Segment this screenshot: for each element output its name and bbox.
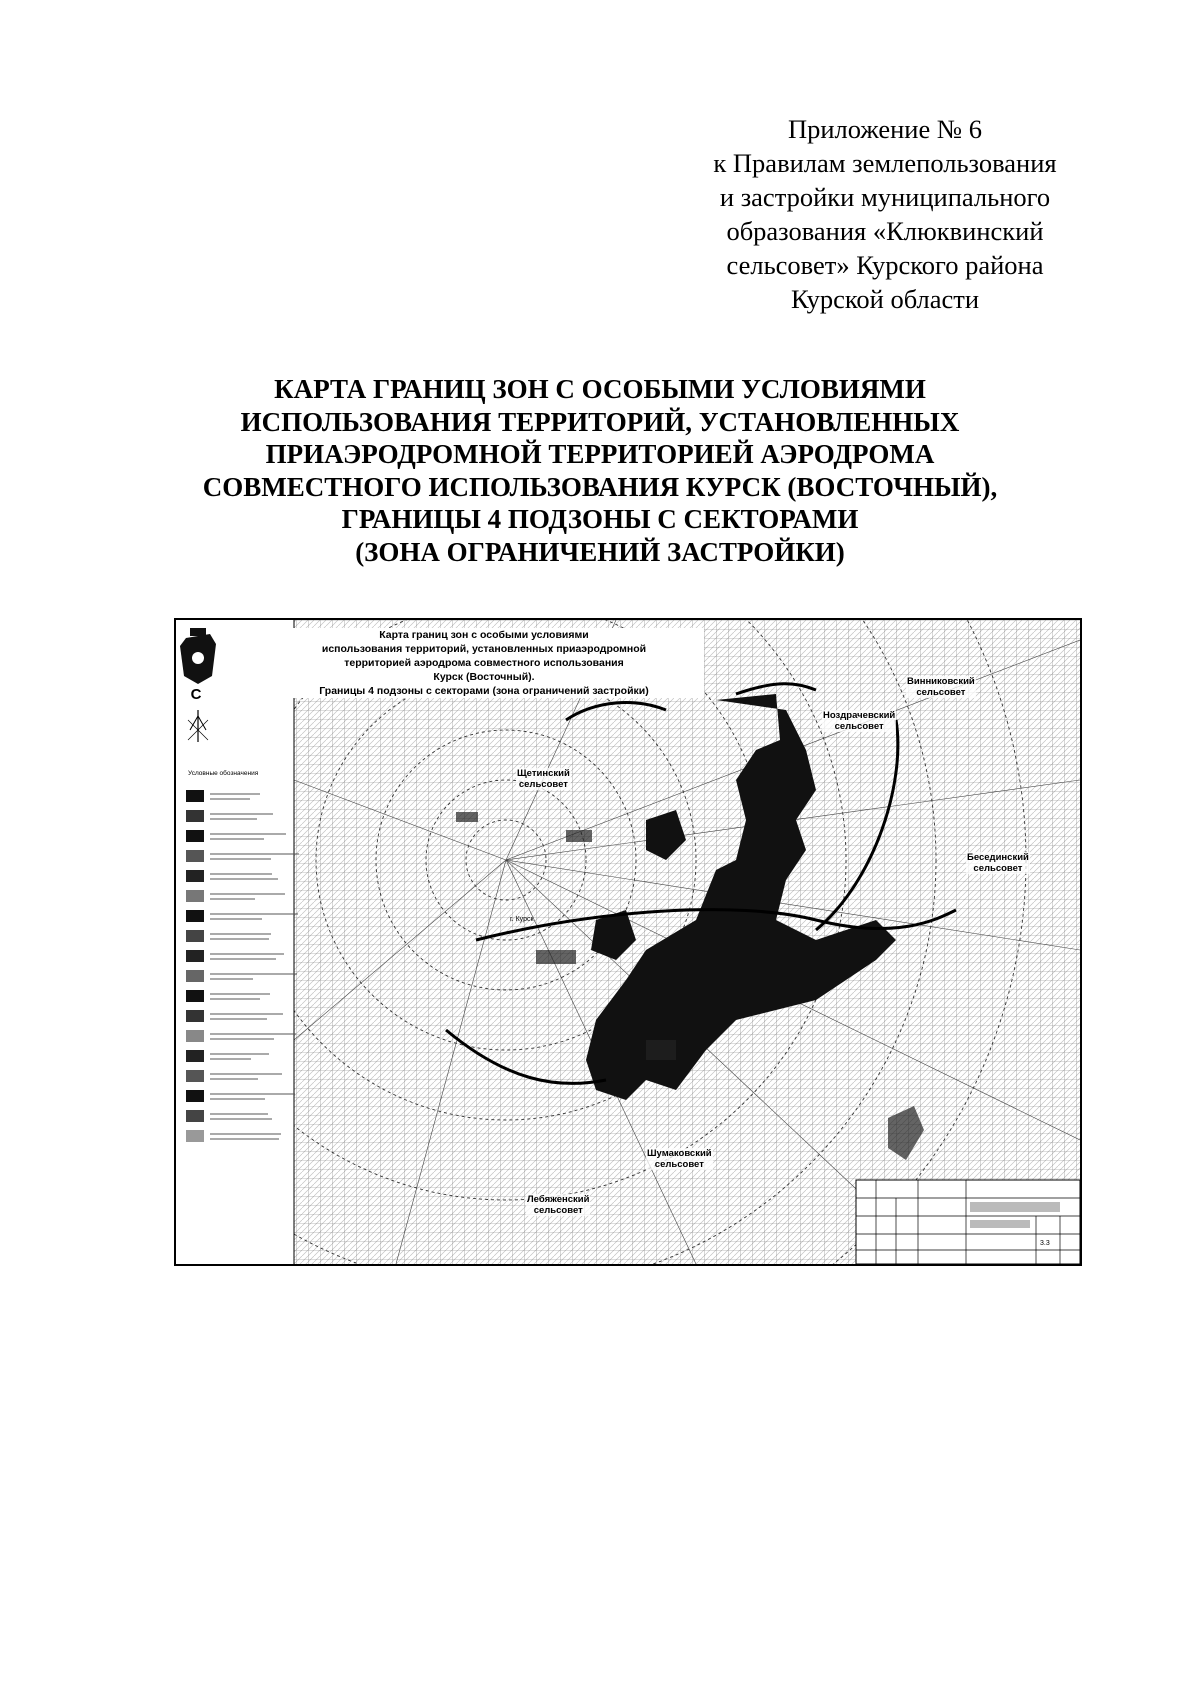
place-label-text: Лебяженский сельсовет [527,1194,590,1216]
legend-swatch [186,850,204,862]
legend-swatch [186,950,204,962]
legend-title: Условные обозначения [188,770,259,777]
city-label-kursk: г. Курск [510,916,534,923]
place-label-shumakovsky [646,1148,713,1170]
map-graphics [176,620,1080,1264]
place-label-lebyazhensky [526,1194,590,1216]
legend-swatch [186,970,204,982]
title-line: КАРТА ГРАНИЦ ЗОН С ОСОБЫМИ УСЛОВИЯМИ [274,374,926,404]
appendix-line: Приложение № 6 [787,114,982,144]
title-line: ГРАНИЦЫ 4 ПОДЗОНЫ С СЕКТОРАМИ [341,504,859,534]
legend-swatch [186,1010,204,1022]
legend-swatch [186,1090,204,1102]
map-title-line: использования территорий, установленных приаэродромной [321,643,647,655]
place-label-text: Ноздрачевский сельсовет [823,710,896,732]
map-title [264,628,704,698]
map-title-line: территорией аэродрома совместного использования [344,657,624,669]
legend-swatch [186,830,204,842]
title-line: ИСПОЛЬЗОВАНИЯ ТЕРРИТОРИЙ, УСТАНОВЛЕННЫХ [240,406,960,437]
map-title-line: Карта границ зон с особыми условиями [379,629,589,641]
title-block-stamp [856,1180,1080,1264]
title-line: ПРИАЭРОДРОМНОЙ ТЕРРИТОРИЕЙ АЭРОДРОМА [265,439,935,469]
title-line: (ЗОНА ОГРАНИЧЕНИЙ ЗАСТРОЙКИ) [355,536,845,567]
place-label-text: Щетинский сельсовет [517,768,570,790]
appendix-line: к Правилам землепользования [713,148,1057,178]
place-label-text: Бесединский сельсовет [967,852,1029,874]
legend-swatch [186,1030,204,1042]
appendix-line: образования «Клюквинский [726,216,1044,246]
place-label-text: Шумаковский сельсовет [647,1148,712,1170]
place-label-nozdrachevsky [822,710,896,732]
appendix-line: Курской области [790,284,980,314]
legend-swatch [186,870,204,882]
legend-swatch [186,910,204,922]
legend-swatch [186,1130,204,1142]
document-title [150,373,1050,568]
sheet-number: 3.3 [1040,1240,1050,1247]
appendix-line: сельсовет» Курского района [726,250,1044,280]
title-line: СОВМЕСТНОГО ИСПОЛЬЗОВАНИЯ КУРСК (ВОСТОЧНЫЙ), [202,471,998,502]
map-title-line: Границы 4 подзоны с секторами (зона ограничений застройки) [319,685,649,697]
place-label-text: Винниковский сельсовет [907,676,975,698]
legend-swatch [186,1050,204,1062]
legend-swatch [186,810,204,822]
legend-swatch [186,790,204,802]
legend-swatch [186,890,204,902]
appendix-line: и застройки муниципального [719,182,1051,212]
legend-swatch [186,1070,204,1082]
appendix-block [660,112,1110,316]
place-label-besedinsky [966,852,1030,874]
place-label-vinnikovsky [906,676,976,698]
legend-swatch [186,990,204,1002]
north-letter: С [190,686,202,703]
legend-swatch [186,1110,204,1122]
legend-swatch [186,930,204,942]
map-title-line: Курск (Восточный). [433,671,535,683]
zone-map [174,618,1082,1266]
place-label-shchetinsky [516,768,571,790]
